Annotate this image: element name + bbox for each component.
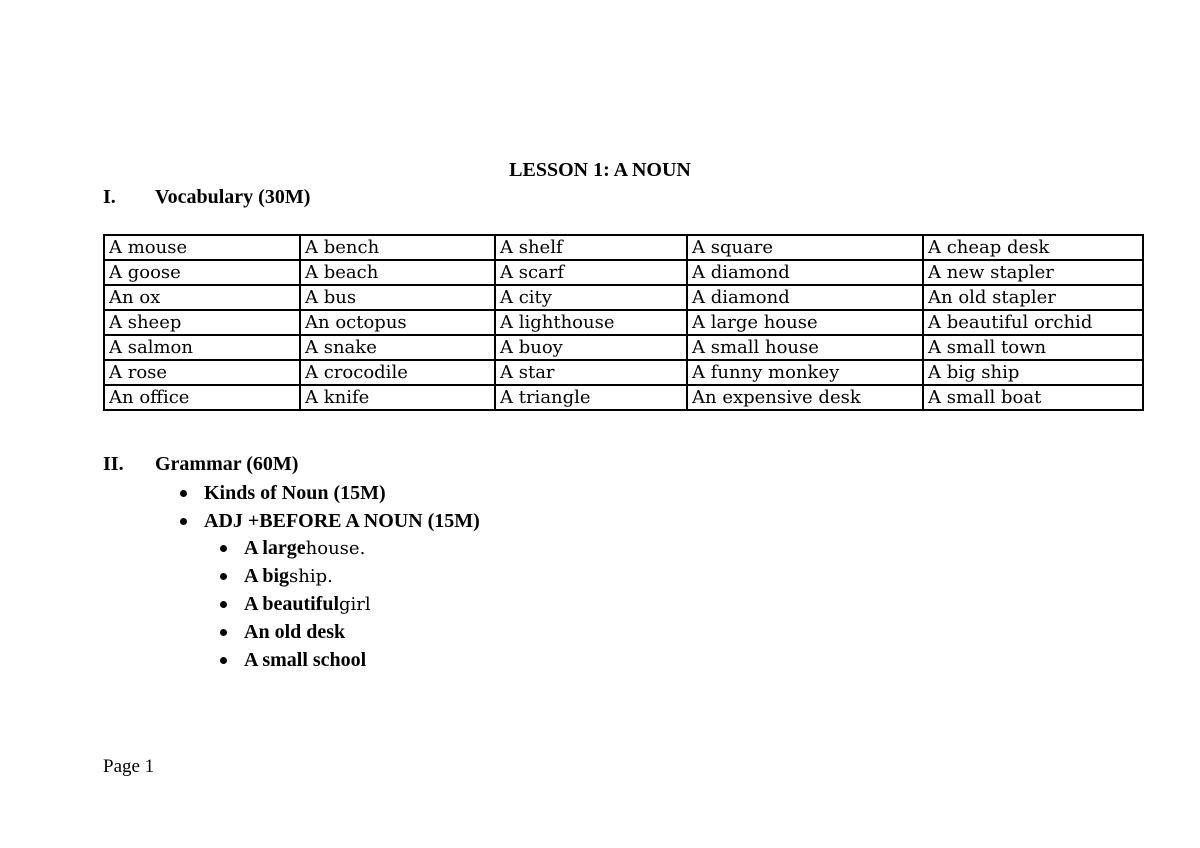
section-vocabulary-heading [103, 184, 310, 210]
table-cell: An office [104, 385, 300, 410]
example-list [220, 534, 371, 674]
example-rest-text: girl [339, 593, 371, 615]
list-item-text: Kinds of Noun (15M) [204, 481, 386, 504]
list-item [220, 646, 371, 674]
list-item [220, 590, 371, 618]
table-cell: A beautiful orchid [923, 310, 1143, 335]
example-rest-text: house. [305, 537, 366, 559]
table-cell: An octopus [300, 310, 495, 335]
table-cell: A crocodile [300, 360, 495, 385]
example-bold-text: A big [244, 564, 290, 587]
table-cell: A beach [300, 260, 495, 285]
section-label: Grammar (60M) [155, 453, 299, 475]
list-item [220, 534, 371, 562]
table-cell: An old stapler [923, 285, 1143, 310]
table-cell: A lighthouse [495, 310, 687, 335]
table-row [104, 235, 1143, 260]
table-cell: A diamond [687, 260, 923, 285]
vocabulary-table [103, 234, 1144, 411]
section-label: Vocabulary (30M) [155, 186, 311, 208]
table-cell: A diamond [687, 285, 923, 310]
page-title: LESSON 1: A NOUN [509, 159, 691, 181]
example-rest-text: ship. [289, 565, 333, 587]
table-cell: A square [687, 235, 923, 260]
table-cell: A knife [300, 385, 495, 410]
list-item [180, 479, 480, 507]
example-bold-text: A large [244, 536, 306, 559]
list-item [220, 618, 371, 646]
bullet-icon [220, 545, 227, 552]
table-row [104, 310, 1143, 335]
table-cell: A buoy [495, 335, 687, 360]
table-cell: A bus [300, 285, 495, 310]
bullet-icon [220, 573, 227, 580]
table-cell: A small town [923, 335, 1143, 360]
table-cell: A salmon [104, 335, 300, 360]
list-item [220, 562, 371, 590]
table-row [104, 285, 1143, 310]
table-cell: A shelf [495, 235, 687, 260]
list-item-text: ADJ +BEFORE A NOUN (15M) [204, 509, 480, 532]
list-item [180, 507, 480, 535]
table-row [104, 385, 1143, 410]
section-number: I. [103, 186, 116, 208]
section-number: II. [103, 453, 124, 475]
table-cell: A cheap desk [923, 235, 1143, 260]
bullet-icon [180, 518, 187, 525]
table-row [104, 335, 1143, 360]
table-cell: A large house [687, 310, 923, 335]
table-cell: A sheep [104, 310, 300, 335]
table-cell: A new stapler [923, 260, 1143, 285]
table-cell: An expensive desk [687, 385, 923, 410]
bullet-icon [220, 629, 227, 636]
table-cell: A bench [300, 235, 495, 260]
table-cell: A snake [300, 335, 495, 360]
table-cell: A small house [687, 335, 923, 360]
table-cell: An ox [104, 285, 300, 310]
bullet-icon [220, 601, 227, 608]
grammar-topic-list [180, 479, 480, 535]
table-cell: A rose [104, 360, 300, 385]
table-cell: A goose [104, 260, 300, 285]
table-cell: A big ship [923, 360, 1143, 385]
bullet-icon [220, 657, 227, 664]
section-grammar-heading [103, 451, 298, 477]
table-row [104, 360, 1143, 385]
table-cell: A funny monkey [687, 360, 923, 385]
table-cell: A mouse [104, 235, 300, 260]
table-row [104, 260, 1143, 285]
example-bold-text: A small school [244, 648, 367, 671]
page-number: Page 1 [103, 756, 155, 777]
bullet-icon [180, 490, 187, 497]
table-cell: A small boat [923, 385, 1143, 410]
table-cell: A city [495, 285, 687, 310]
table-cell: A scarf [495, 260, 687, 285]
example-bold-text: A beautiful [244, 592, 340, 615]
table-cell: A triangle [495, 385, 687, 410]
example-bold-text: An old desk [244, 620, 346, 643]
table-cell: A star [495, 360, 687, 385]
